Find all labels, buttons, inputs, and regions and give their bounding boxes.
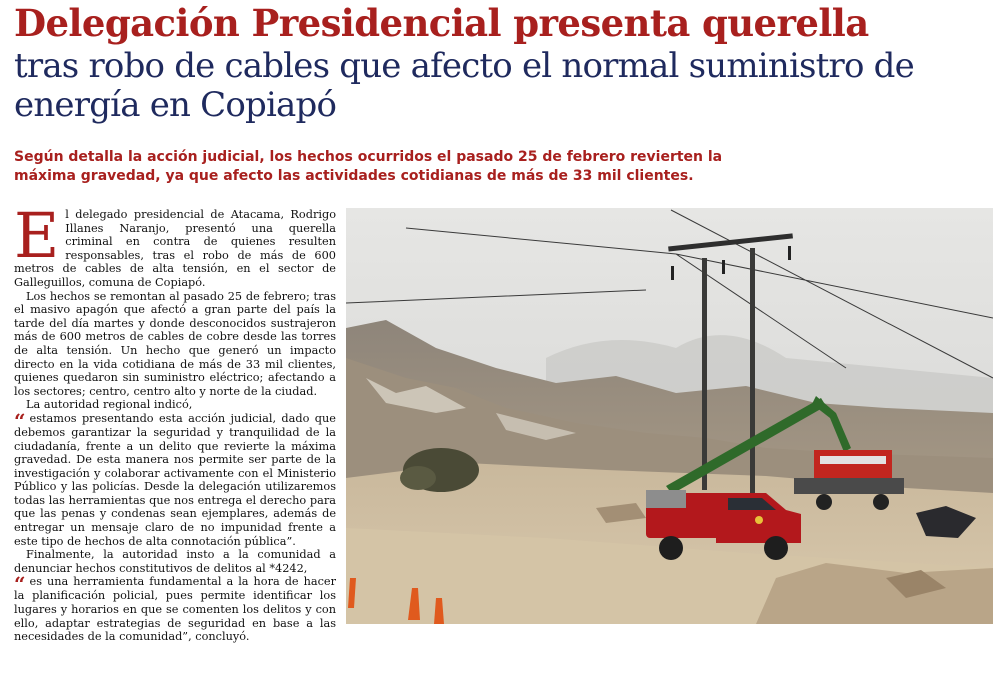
article-paragraph — [14, 208, 336, 290]
insulator — [722, 260, 725, 274]
quote-text: estamos presentando esta acción judicial, dado que debemos garantizar la seguridad y tranquilidad de la ciudadanía, frente a un delito que revierte la máxima gravedad. De esta manera nos permite ser parte de la investigación y colaborar activamente con el Ministerio Público y las policías. Desde la delegación utilizaremos todas las herramientas que nos entrega el derecho para que las penas y condenas sean ejemplares, además de entregar un mensaje claro de no impunidad frente a este tipo de hechos de alta connotación pública”. — [14, 411, 336, 548]
subheadline: Según detalla la acción judicial, los hechos ocurridos el pasado 25 de febrero revierten la máxima gravedad, ya que afecto las actividades cotidianas de más de 33 mil clientes. — [14, 149, 723, 184]
quote-paragraph — [14, 572, 336, 644]
headline-primary: Delegación Presidencial presenta querella — [14, 1, 869, 45]
crane-truck-deck — [794, 478, 904, 494]
quote-text: es una herramienta fundamental a la hora de hacer la planificación policial, pues permite identificar los lugares y horarios en que se comenten los delitos y con ello, adaptar estrategias de seguridad en base a las necesidades de la comunidad”, concluyó. — [14, 575, 336, 644]
photo-illustration — [346, 208, 993, 624]
wheel — [659, 536, 683, 560]
article-photo — [346, 208, 993, 624]
pickup-toolbox — [646, 490, 686, 508]
insulator — [788, 246, 791, 260]
crane-truck-stripe — [820, 456, 886, 464]
article-paragraph: Los hechos se remontan al pasado 25 de febrero; tras el masivo apagón que afectó a gran parte del país la tarde del día martes y donde desconocidos sustrajeron más de 600 metros de cables de cobre desde las torres de alta tensión. Un hecho que generó un impacto directo en la vida cotidiana de más de 33 mil clientes, quienes quedaron sin suministro eléctrico; afectando a los sectores; centro, centro alto y norte de la ciudad. — [14, 289, 336, 398]
wheel — [764, 536, 788, 560]
article-paragraph: Finalmente, la autoridad insto a la comunidad a denunciar hechos constitutivos de delitos al *4242, — [14, 548, 336, 575]
article-body — [14, 208, 336, 688]
emblem — [755, 516, 763, 524]
headline-secondary: tras robo de cables que afecto el normal suministro de energía en Copiapó — [14, 46, 914, 125]
shrub — [400, 466, 436, 490]
paragraph-text: l delegado presidencial de Atacama, Rodrigo Illanes Naranjo, presentó una querella criminal en contra de quienes resulten responsables, tras el robo de más de 600 metros de cables de alta tensión, en el sector de Galleguillos, comuna de Copiapó. — [14, 208, 336, 289]
quote-paragraph — [14, 408, 336, 548]
utility-pole — [750, 248, 755, 503]
wheel — [816, 494, 832, 510]
quote-mark-icon: “ — [14, 572, 26, 597]
wheel — [873, 494, 889, 510]
drop-cap: E — [14, 208, 60, 272]
utility-pole — [702, 258, 707, 490]
article-paragraph: La autoridad regional indicó, — [26, 398, 193, 412]
quote-mark-icon: “ — [14, 408, 26, 433]
insulator — [671, 266, 674, 280]
